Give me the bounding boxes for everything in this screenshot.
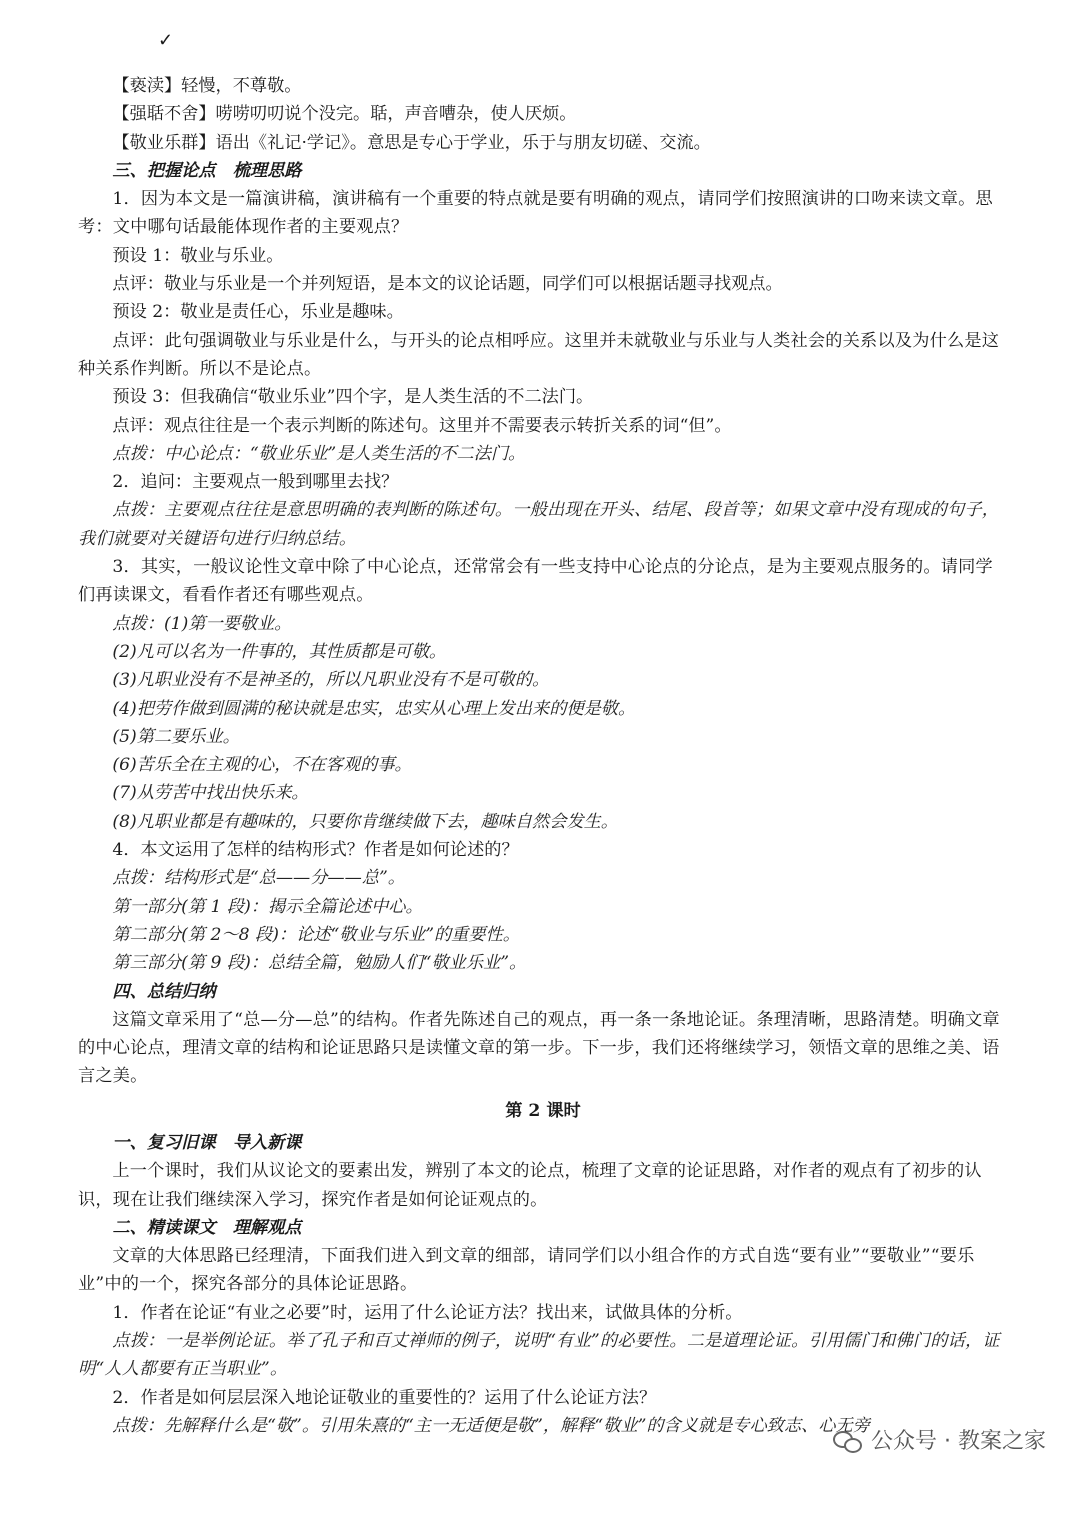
text-line: 点拨：结构形式是“总——分——总”。 — [112, 868, 405, 889]
text-line: 2．追问：主要观点一般到哪里去找？ — [112, 472, 399, 493]
text-line: 点拨：(1)第一要敬业。 — [112, 613, 292, 634]
text-line: 点拨：中心论点：“敬业乐业”是人类生活的不二法门。 — [112, 443, 526, 464]
text-line: 第二部分(第 2～8 段)：论述“敬业与乐业”的重要性。 — [112, 924, 520, 945]
text-line: 4．本文运用了怎样的结构形式？作者是如何论述的？ — [112, 840, 519, 861]
text-line: 点评：观点往往是一个表示判断的陈述句。这里并不需要表示转折关系的词“但”。 — [112, 415, 732, 436]
section-heading: 一、复习旧课 导入新课 — [112, 1132, 302, 1153]
text-line: (4)把劳作做到圆满的秘诀就是忠实，忠实从心理上发出来的便是敬。 — [112, 698, 636, 719]
text-line: (7)从劳苦中找出快乐来。 — [112, 783, 309, 804]
text-line: 预设 2：敬业是责任心，乐业是趣味。 — [112, 302, 404, 323]
text-line: 预设 3：但我确信“敬业乐业”四个字，是人类生活的不二法门。 — [112, 387, 594, 408]
text-line: 1．因为本文是一篇演讲稿，演讲稿有一个重要的特点就是要有明确的观点，请同学们按照演讲的口吻来读文章。思考：文中哪句话最能体现作者的主要观点？ — [78, 189, 993, 238]
text-line: 3．其实，一般议论性文章中除了中心论点，还常常会有一些支持中心论点的分论点，是为主要观点服务的。请同学们再读课文，看看作者还有哪些观点。 — [78, 557, 993, 606]
text-line: 【敬业乐群】语出《礼记·学记》。意思是专心于学业，乐于与朋友切磋、交流。 — [112, 132, 711, 153]
section-heading: 三、把握论点 梳理思路 — [112, 160, 302, 181]
text-line: 【亵渎】轻慢，不尊敬。 — [112, 76, 302, 96]
watermark-text: 公众号 · 教案之家 — [871, 1429, 1046, 1454]
text-line: (8)凡职业都是有趣味的，只要你肯继续做下去，趣味自然会发生。 — [112, 811, 618, 832]
text-line: 2．作者是如何层层深入地论证敬业的重要性的？运用了什么论证方法？ — [112, 1387, 657, 1408]
text-line: 第一部分(第 1 段)：揭示全篇论述中心。 — [112, 896, 423, 917]
text-line: 第三部分(第 9 段)：总结全篇，勉励人们“敬业乐业”。 — [112, 953, 527, 974]
section-heading: 二、精读课文 理解观点 — [112, 1217, 302, 1238]
document-body — [78, 72, 1008, 1440]
text-line: 点评：此句强调敬业与乐业是什么，与开头的论点相呼应。这里并未就敬业与乐业与人类社会的关系以及为什么是这种关系作判断。所以不是论点。 — [78, 330, 1000, 379]
text-line: 【强聒不舍】唠唠叨叨说个没完。聒，声音嘈杂，使人厌烦。 — [112, 104, 577, 125]
text-line: 1．作者在论证“有业之必要”时，运用了什么论证方法？找出来，试做具体的分析。 — [112, 1302, 743, 1323]
text-line: (3)凡职业没有不是神圣的，所以凡职业没有不是可敬的。 — [112, 670, 550, 691]
lesson-title: 第 2 课时 — [505, 1100, 581, 1121]
text-line: 点拨：先解释什么是“敬”。引用朱熹的“主一无适便是敬”，解释“敬业”的含义就是专心致志、心无旁 — [112, 1415, 870, 1436]
text-line: 文章的大体思路已经理清，下面我们进入到文章的细部，请同学们以小组合作的方式自选“要有业”“要敬业”“要乐业”中的一个，探究各部分的具体论证思路。 — [78, 1246, 975, 1295]
check-mark: ✓ — [158, 30, 174, 51]
text-line: (5)第二要乐业。 — [112, 726, 240, 747]
text-line: 上一个课时，我们从议论文的要素出发，辨别了本文的论点，梳理了文章的论证思路，对作者的观点有了初步的认识，现在让我们继续深入学习，探究作者是如何论证观点的。 — [78, 1161, 982, 1210]
text-line: 这篇文章采用了“总—分—总”的结构。作者先陈述自己的观点，再一条一条地论证。条理清晰，思路清楚。明确文章的中心论点，理清文章的结构和论证思路只是读懂文章的第一步。下一步，我们还将继续学习，领悟文章的思维之美、语言之美。 — [78, 1009, 1000, 1087]
watermark-footer — [833, 1424, 1046, 1455]
text-line: 点拨：一是举例论证。举了孔子和百丈禅师的例子，说明“有业”的必要性。二是道理论证。引用儒门和佛门的话，证明“人人都要有正当职业”。 — [78, 1331, 1000, 1380]
wechat-icon — [833, 1429, 861, 1451]
section-heading: 四、总结归纳 — [112, 981, 216, 1002]
text-line: (2)凡可以名为一件事的，其性质都是可敬。 — [112, 641, 447, 662]
text-line: 点评：敬业与乐业是一个并列短语，是本文的议论话题，同学们可以根据话题寻找观点。 — [112, 274, 783, 295]
text-line: (6)苦乐全在主观的心，不在客观的事。 — [112, 755, 412, 776]
text-line: 预设 1：敬业与乐业。 — [112, 245, 284, 266]
text-line: 点拨：主要观点往往是意思明确的表判断的陈述句。一般出现在开头、结尾、段首等；如果文章中没有现成的句子，我们就要对关键语句进行归纳总结。 — [78, 500, 1000, 549]
